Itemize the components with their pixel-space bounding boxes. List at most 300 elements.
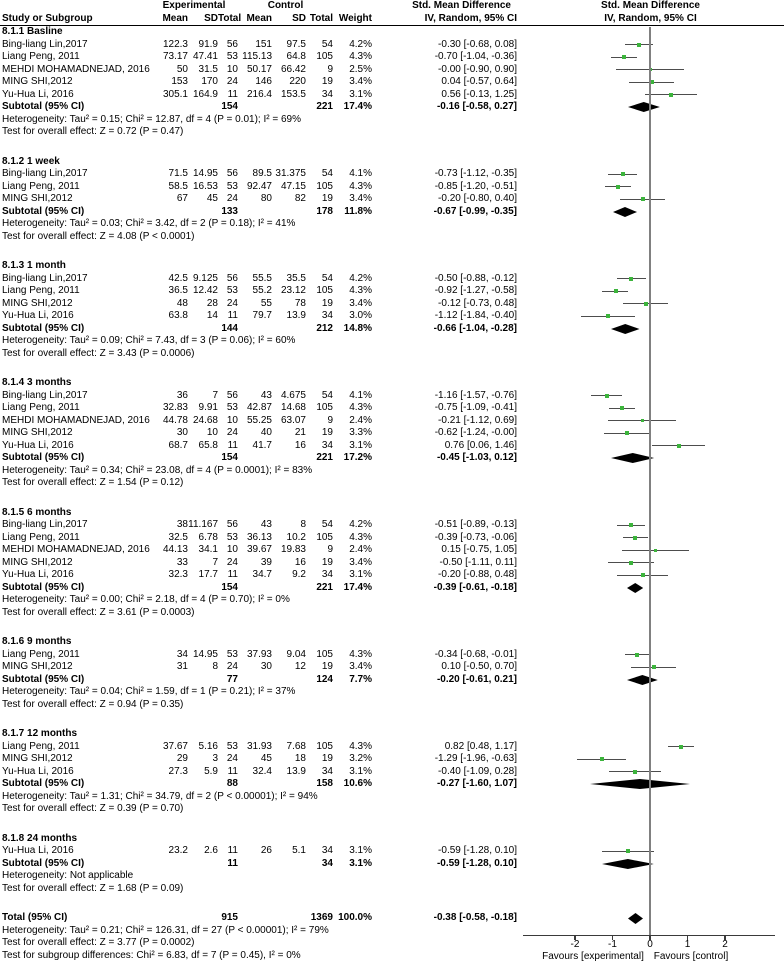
table-cell: 216.4 [246,88,272,100]
point-estimate-marker [641,197,645,201]
study-label: Yu-Hua Li, 2016 [2,845,74,856]
table-cell: 43 [260,519,272,530]
table-cell [150,912,188,925]
heterogeneity-text [0,335,784,348]
overall-effect-text [0,126,784,139]
overall-effect-text [0,607,784,620]
table-cell: 34 [321,88,333,100]
table-cell: 53 [226,180,238,192]
subgroup-header-row [0,728,784,741]
heterogeneity-text-label: Heterogeneity: Tau² = 0.03; Chi² = 3.42, df = 2 (P = 0.18); I² = 41% [2,218,296,229]
table-cell: 9 [327,63,333,75]
table-cell: 4.3% [349,740,372,752]
table-cell: 4.3% [349,180,372,192]
table-cell: 220 [289,76,306,87]
table-cell: 4.3% [349,648,372,660]
total-diamond [628,913,643,924]
table-cell: -0.62 [-1.24, -0.00] [434,427,517,438]
study-row [0,181,784,194]
table-cell: 100.0% [338,912,372,923]
table-cell: 105 [316,531,333,543]
point-estimate-marker [616,185,620,189]
subgroup-label: 8.1.2 1 week [2,155,60,167]
study-row [0,544,784,557]
overall-effect-text-label: Test for overall effect: Z = 1.68 (P = 0.09) [2,882,184,894]
table-cell: 7.68 [286,740,306,752]
table-cell: 0.56 [-0.13, 1.25] [441,88,517,100]
point-estimate-marker [629,561,633,565]
study-label: MING SHI,2012 [2,753,73,764]
table-cell [188,778,218,791]
pooled-label: Subtotal (95% CI) [2,205,85,217]
table-cell: 97.5 [286,38,306,50]
point-estimate-marker [637,43,641,47]
study-row [0,285,784,298]
heterogeneity-text-label: Heterogeneity: Tau² = 0.00; Chi² = 2.18, df = 4 (P = 0.70); I² = 0% [2,594,290,605]
table-cell: 19 [321,661,333,672]
study-label: Bing-liang Lin,2017 [2,38,88,50]
study-row [0,89,784,102]
study-row [0,845,784,858]
section-gap [0,619,784,636]
table-cell: 91.9 [198,38,218,50]
point-estimate-marker [622,55,626,59]
table-cell: -0.20 [-0.80, 0.40] [438,193,517,204]
section-gap [0,816,784,833]
point-estimate-marker [654,549,657,552]
point-estimate-marker [633,770,637,774]
table-cell: 34 [321,845,333,856]
point-estimate-marker [669,93,673,97]
table-cell: -0.16 [-0.58, 0.27] [436,101,517,112]
study-label: Yu-Hua Li, 2016 [2,310,74,321]
section-gap [0,895,784,912]
table-cell: 4.3% [349,285,372,296]
subgroup-label: 8.1.5 6 months [2,506,72,518]
table-cell: 73.17 [162,51,188,62]
table-cell: 41.7 [252,439,272,451]
table-cell: -0.20 [-0.88, 0.48] [438,569,517,580]
table-cell: 82 [294,193,306,204]
pooled-label: Subtotal (95% CI) [2,778,85,789]
study-label: MING SHI,2012 [2,297,73,309]
study-row [0,415,784,428]
table-cell: 10 [226,63,238,75]
header-spacer [0,0,150,13]
table-cell: 34 [321,857,333,869]
table-cell: 105 [316,648,333,660]
table-cell: 56 [226,389,238,401]
table-cell: 154 [221,452,238,463]
table-cell: 28 [206,297,218,309]
table-cell [272,674,306,687]
table-cell: 35.5 [286,272,306,284]
table-cell: 3.1% [349,88,372,100]
table-cell: 153.5 [280,88,306,100]
study-row [0,766,784,779]
point-estimate-marker [626,849,630,853]
table-cell: 34 [176,648,188,660]
table-cell: 105 [316,285,333,296]
col-mean-ctl-header: Mean [246,12,272,24]
overall-effect-text [0,348,784,361]
table-cell: 14.68 [280,402,306,413]
zero-reference-line [649,27,650,935]
overall-effect-text-label: Test for overall effect: Z = 4.08 (P < 0.0001) [2,230,195,242]
table-cell: 45 [206,193,218,204]
study-row [0,76,784,89]
study-label: MING SHI,2012 [2,556,73,568]
table-cell [272,206,306,219]
table-cell: -0.39 [-0.61, -0.18] [433,581,517,593]
table-cell: 170 [201,76,218,87]
table-cell: -0.51 [-0.89, -0.13] [434,519,517,530]
table-cell: 144 [221,322,238,334]
point-estimate-marker [629,277,633,281]
table-cell [238,674,272,687]
table-cell: 4.675 [280,389,306,401]
table-cell: 53 [226,51,238,62]
table-cell [188,206,218,219]
point-estimate-marker [620,406,624,410]
table-cell: -0.38 [-0.58, -0.18] [433,912,517,923]
table-cell: 56 [226,519,238,530]
table-cell: 32.5 [168,531,188,543]
table-cell: 63.07 [280,414,306,426]
header-group-row [0,0,784,13]
table-cell: 56 [226,38,238,50]
study-row [0,519,784,532]
table-cell: -0.30 [-0.68, 0.08] [438,38,517,50]
table-cell: 9 [327,414,333,426]
col-total-exp-header: Total [218,12,242,24]
study-label: Yu-Hua Li, 2016 [2,569,74,580]
table-cell: 31.93 [246,740,272,752]
table-cell: 5.1 [292,845,306,856]
table-cell [188,582,218,595]
table-cell: 64.8 [286,51,306,62]
table-cell: 19.83 [280,544,306,555]
study-label: Liang Peng, 2011 [2,402,80,413]
table-cell: 53 [226,740,238,752]
table-cell: 37.93 [246,648,272,660]
heterogeneity-text-label: Heterogeneity: Tau² = 1.31; Chi² = 34.79, df = 2 (P < 0.00001); I² = 94% [2,790,318,802]
table-cell: 133 [221,205,238,217]
subtotal-diamond [628,102,660,112]
subtotal-row [0,101,784,114]
table-cell: 23.2 [168,845,188,856]
subtotal-diamond [611,324,640,334]
study-row [0,51,784,64]
table-cell: 24 [226,556,238,568]
table-cell: 221 [316,452,333,463]
subtotal-diamond [627,583,643,593]
table-cell: -0.20 [-0.61, 0.21] [436,673,517,685]
overall-effect-text-label: Test for overall effect: Z = 0.39 (P = 0.70) [2,803,184,814]
table-cell: 58.5 [168,180,188,192]
table-cell: 8 [212,661,218,672]
point-estimate-marker [644,302,648,306]
heterogeneity-text [0,870,784,883]
table-cell: -0.27 [-1.60, 1.07] [436,778,517,789]
table-cell [238,323,272,336]
table-cell: 37.67 [162,740,188,752]
table-cell: 164.9 [192,88,218,100]
table-cell: 63.8 [168,310,188,321]
point-estimate-marker [600,757,604,761]
heterogeneity-text-label: Heterogeneity: Tau² = 0.15; Chi² = 12.87, df = 4 (P = 0.01); I² = 69% [2,113,301,125]
heterogeneity-text-label: Heterogeneity: Tau² = 0.09; Chi² = 7.43, df = 3 (P = 0.06); I² = 60% [2,335,296,346]
study-label: MING SHI,2012 [2,427,73,438]
table-cell: 56 [226,168,238,179]
table-cell: 10.6% [343,778,372,789]
subgroup-header-row [0,156,784,169]
pooled-label: Subtotal (95% CI) [2,857,85,869]
table-cell: 14.95 [192,648,218,660]
table-cell: 65.8 [198,439,218,451]
table-cell: 47.15 [280,180,306,192]
study-label: MING SHI,2012 [2,76,73,87]
table-cell: 48 [176,297,188,309]
study-row [0,168,784,181]
table-cell: 3.4% [349,297,372,309]
table-cell: 2.4% [349,544,372,555]
table-cell: 55.2 [252,285,272,296]
table-cell: 39.67 [246,544,272,555]
table-cell: 47.41 [192,51,218,62]
table-cell: 11 [227,310,238,321]
table-cell: 13.9 [286,765,306,777]
table-cell: 4.1% [349,389,372,401]
table-cell: 16 [294,439,306,451]
table-cell: 3.0% [349,310,372,321]
table-cell: 24 [226,427,238,438]
point-estimate-marker [629,523,633,527]
table-cell: 34 [321,765,333,777]
table-cell: -1.12 [-1.84, -0.40] [434,310,517,321]
table-cell: 105 [316,740,333,752]
table-cell: 105 [316,51,333,62]
study-row [0,661,784,674]
subtotal-diamond [611,453,654,463]
subtotal-diamond [627,675,658,685]
subgroup-label: 8.1.4 3 months [2,377,72,388]
subtotal-row [0,323,784,336]
x-axis-tick-label: 1 [684,939,691,950]
subgroup-label: 8.1.3 1 month [2,260,66,271]
table-cell: 34 [321,569,333,580]
table-cell: 115.13 [242,51,272,62]
table-cell: 11 [227,765,238,777]
table-cell: 24 [226,193,238,204]
table-cell: 78 [294,297,306,309]
pooled-label: Subtotal (95% CI) [2,452,85,463]
table-cell [188,452,218,465]
x-axis-tick-label: 0 [647,939,653,950]
study-row [0,557,784,570]
table-cell: -0.34 [-0.68, -0.01] [434,648,517,660]
study-row [0,193,784,206]
section-gap [0,243,784,260]
subgroup-header-row [0,377,784,390]
table-cell: -0.75 [-1.09, -0.41] [434,402,517,413]
point-estimate-marker [641,573,645,577]
table-cell: -0.73 [-1.12, -0.35] [434,168,517,179]
table-cell: 32.3 [168,569,188,580]
table-cell: 3 [212,753,218,764]
col-effect-header: IV, Random, 95% CI [424,12,517,24]
table-cell: 305.1 [162,88,188,100]
favours-right-label: Favours [control] [653,951,729,962]
heterogeneity-text [0,114,784,127]
table-cell: 11.8% [344,205,372,217]
subgroup-header-row [0,636,784,649]
table-cell [238,858,272,871]
table-cell: 3.1% [349,439,372,451]
table-cell: 68.7 [168,439,188,451]
table-cell: 3.4% [349,193,372,204]
table-cell: 158 [316,778,333,789]
header-column-row [0,13,784,26]
table-cell [188,101,218,114]
study-row [0,440,784,453]
subgroup-header-row [0,26,784,39]
table-cell [272,323,306,336]
section-gap [0,711,784,728]
heterogeneity-text [0,791,784,804]
table-cell: 54 [321,168,333,179]
table-cell: 8 [300,519,306,530]
table-cell: 31 [176,661,188,672]
table-cell: 5.9 [204,765,218,777]
table-cell: 36 [176,389,188,401]
table-cell: 0.10 [-0.50, 0.70] [441,661,517,672]
table-header [0,0,784,26]
table-cell: 30 [176,427,188,438]
table-cell: 9.91 [198,402,218,413]
table-cell: 10.2 [286,531,306,543]
table-cell: 3.1% [349,765,372,777]
table-cell: 9 [327,544,333,555]
table-cell: 154 [221,101,238,112]
table-cell [272,582,306,595]
table-cell [150,858,188,871]
study-label: Bing-liang Lin,2017 [2,272,88,284]
table-cell: 32.83 [162,402,188,413]
heterogeneity-text [0,218,784,231]
study-row [0,753,784,766]
table-cell: 10 [226,414,238,426]
table-cell: 34.7 [252,569,272,580]
table-cell: 80 [260,193,272,204]
table-cell: 66.42 [280,63,306,75]
study-row [0,402,784,415]
table-cell: -0.45 [-1.03, 0.12] [436,452,517,463]
heterogeneity-text [0,686,784,699]
table-cell: 2.6 [204,845,218,856]
table-cell: 3.1% [349,569,372,580]
table-cell [272,778,306,791]
table-cell: 67 [176,193,188,204]
study-label: Liang Peng, 2011 [2,648,80,660]
study-row [0,310,784,323]
table-cell: 24 [226,753,238,764]
subtotal-row [0,778,784,791]
table-cell: 154 [221,581,238,593]
overall-effect-text-label: Test for overall effect: Z = 0.94 (P = 0.35) [2,698,184,710]
table-cell: -1.16 [-1.57, -0.76] [434,389,517,401]
col-study-header: Study or Subgroup [2,12,93,24]
table-cell: 42.87 [246,402,272,413]
table-cell [150,674,188,687]
table-cell: 34 [321,310,333,321]
subgroup-header-row [0,507,784,520]
table-cell [150,323,188,336]
col-mean-exp-header: Mean [162,12,188,24]
table-cell: -0.21 [-1.12, 0.69] [438,414,517,426]
table-cell: 18 [294,753,306,764]
study-label: Liang Peng, 2011 [2,51,80,62]
table-cell: 40 [260,427,272,438]
table-cell: 14.8% [343,322,372,334]
table-cell: -0.66 [-1.04, -0.28] [433,322,517,334]
total-row [0,912,784,925]
subgroup-label: 8.1.6 9 months [2,636,72,647]
point-estimate-marker [679,745,683,749]
table-cell: 79.7 [252,310,272,321]
table-cell: 9.2 [292,569,306,580]
table-cell: 4.1% [349,168,372,179]
subgroup-header-row [0,260,784,273]
subgroup-label: 8.1.1 Basline [2,26,63,37]
study-label: MING SHI,2012 [2,193,73,204]
table-cell [150,582,188,595]
study-label: MEHDI MOHAMADNEJAD, 2016 [2,544,150,555]
study-label: Liang Peng, 2011 [2,180,80,192]
table-cell: 146 [255,76,272,87]
point-estimate-marker [606,314,610,318]
table-cell [238,206,272,219]
table-cell: -0.85 [-1.20, -0.51] [434,180,517,192]
table-cell: 19 [321,556,333,568]
overall-effect-text [0,883,784,896]
table-cell: 4.3% [349,531,372,543]
col-sd-exp-header: SD [204,12,218,24]
col-sd-ctl-header: SD [292,12,306,24]
table-cell: 53 [226,648,238,660]
study-label: Liang Peng, 2011 [2,285,80,296]
table-cell: 16 [294,556,306,568]
table-cell: 12.42 [192,285,218,296]
table-cell: 14.95 [192,168,218,179]
table-cell: 30 [260,661,272,672]
col-total-ctl-header: Total [309,12,333,24]
point-estimate-marker [635,653,639,657]
table-cell: 4.2% [349,519,372,530]
table-cell [150,452,188,465]
table-cell: 17.4% [343,101,372,112]
heterogeneity-text-label: Heterogeneity: Not applicable [2,870,134,881]
table-cell: 9.04 [286,648,306,660]
favours-left-label: Favours [experimental] [542,951,644,962]
table-cell: 6.78 [198,531,218,543]
section-gap [0,360,784,377]
study-row [0,64,784,77]
overall-effect-text-label: Test for overall effect: Z = 3.77 (P = 0.0002) [2,937,195,948]
table-cell: 9.125 [192,272,218,284]
table-cell: 31.5 [198,63,218,75]
table-cell [272,101,306,114]
